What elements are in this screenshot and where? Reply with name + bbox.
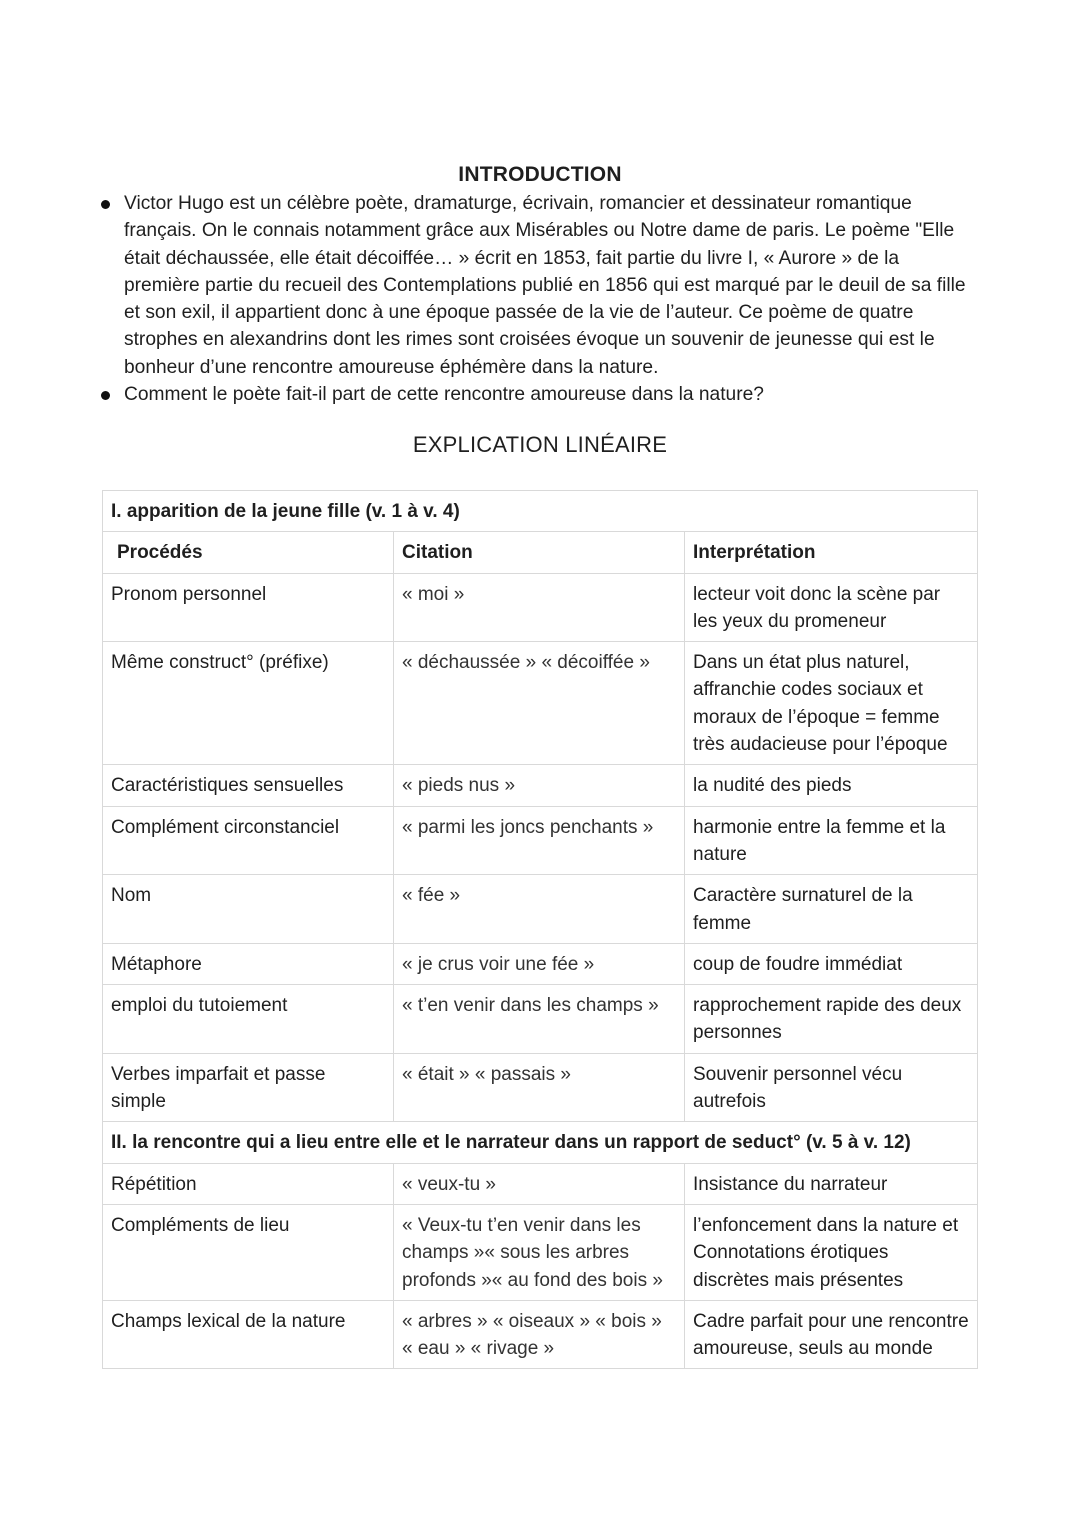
interpretation-cell: Cadre parfait pour une rencontre amoureuse, seuls au monde: [685, 1300, 978, 1369]
bullet-item-presentation: [100, 190, 980, 381]
table-row: [103, 1163, 978, 1204]
interpretation-cell: Caractère surnaturel de la femme: [685, 875, 978, 944]
table-row: [103, 1204, 978, 1300]
citation-cell: « veux-tu »: [394, 1163, 685, 1204]
interpretation-cell: harmonie entre la femme et la nature: [685, 806, 978, 875]
citation-cell: « moi »: [394, 573, 685, 642]
bullet-text: Victor Hugo est un célèbre poète, dramaturge, écrivain, romancier et dessinateur romantique français. On le connais notamment grâce aux Misérables ou Notre dame de paris. Le poème "Elle était déchaussée, elle était décoiffée… » écrit en 1853, fait partie du livre I, « Aurore » de la première partie du recueil des Contemplations publié en 1856 qui est marqué par le deuil de sa fille et son exil, il appartient donc à une époque passée de la vie de l’auteur. Ce poème de quatre strophes en alexandrins dont les rimes sont croisées évoque un souvenir de jeunesse qui est le bonheur d’une rencontre amoureuse éphémère dans la nature.: [124, 193, 966, 378]
procede-cell: emploi du tutoiement: [103, 985, 394, 1054]
citation-cell: « t’en venir dans les champs »: [394, 985, 685, 1054]
part-title-row: [103, 1122, 978, 1163]
procede-cell: Complément circonstanciel: [103, 806, 394, 875]
table-row: [103, 943, 978, 984]
table-row: [103, 765, 978, 806]
citation-cell: « pieds nus »: [394, 765, 685, 806]
procede-cell: Verbes imparfait et passe simple: [103, 1053, 394, 1122]
procede-cell: Compléments de lieu: [103, 1204, 394, 1300]
interpretation-cell: rapprochement rapide des deux personnes: [685, 985, 978, 1054]
procede-cell: Pronom personnel: [103, 573, 394, 642]
table-row: [103, 985, 978, 1054]
header-interpretation: Interprétation: [685, 532, 978, 573]
bullet-dot-icon: [101, 200, 110, 209]
interpretation-cell: la nudité des pieds: [685, 765, 978, 806]
interpretation-cell: Dans un état plus naturel, affranchie codes sociaux et moraux de l’époque = femme très audacieuse pour l’époque: [685, 642, 978, 765]
citation-cell: « déchaussée » « décoiffée »: [394, 642, 685, 765]
table-row: [103, 573, 978, 642]
citation-cell: « Veux-tu t’en venir dans les champs »« sous les arbres profonds »« au fond des bois »: [394, 1204, 685, 1300]
part-title-row: [103, 491, 978, 532]
procede-cell: Champs lexical de la nature: [103, 1300, 394, 1369]
interpretation-cell: Souvenir personnel vécu autrefois: [685, 1053, 978, 1122]
explication-title: EXPLICATION LINÉAIRE: [412, 432, 668, 457]
procede-cell: Caractéristiques sensuelles: [103, 765, 394, 806]
introduction-bullets: [100, 190, 980, 408]
interpretation-cell: Insistance du narrateur: [685, 1163, 978, 1204]
bullet-item-problematique: [100, 381, 980, 408]
table-row: [103, 1053, 978, 1122]
citation-cell: « était » « passais »: [394, 1053, 685, 1122]
header-procedes: Procédés: [103, 532, 394, 573]
bullet-text: Comment le poète fait-il part de cette rencontre amoureuse dans la nature?: [124, 384, 764, 406]
procede-cell: Répétition: [103, 1163, 394, 1204]
analysis-table: [102, 490, 978, 1369]
citation-cell: « parmi les joncs penchants »: [394, 806, 685, 875]
interpretation-cell: lecteur voit donc la scène par les yeux du promeneur: [685, 573, 978, 642]
procede-cell: Métaphore: [103, 943, 394, 984]
bullet-dot-icon: [101, 391, 110, 400]
header-citation: Citation: [394, 532, 685, 573]
citation-cell: « arbres » « oiseaux » « bois » « eau » « rivage »: [394, 1300, 685, 1369]
table-header-row: [103, 532, 978, 573]
table-row: [103, 1300, 978, 1369]
table-row: [103, 875, 978, 944]
procede-cell: Nom: [103, 875, 394, 944]
interpretation-cell: l’enfoncement dans la nature et Connotations érotiques discrètes mais présentes: [685, 1204, 978, 1300]
interpretation-cell: coup de foudre immédiat: [685, 943, 978, 984]
table-row: [103, 642, 978, 765]
part-title: I. apparition de la jeune fille (v. 1 à v. 4): [103, 491, 978, 532]
table-row: [103, 806, 978, 875]
part-title: II. la rencontre qui a lieu entre elle et le narrateur dans un rapport de seduct° (v. 5 à v. 12): [103, 1122, 978, 1163]
introduction-title: INTRODUCTION: [458, 163, 622, 186]
citation-cell: « je crus voir une fée »: [394, 943, 685, 984]
procede-cell: Même construct° (préfixe): [103, 642, 394, 765]
citation-cell: « fée »: [394, 875, 685, 944]
